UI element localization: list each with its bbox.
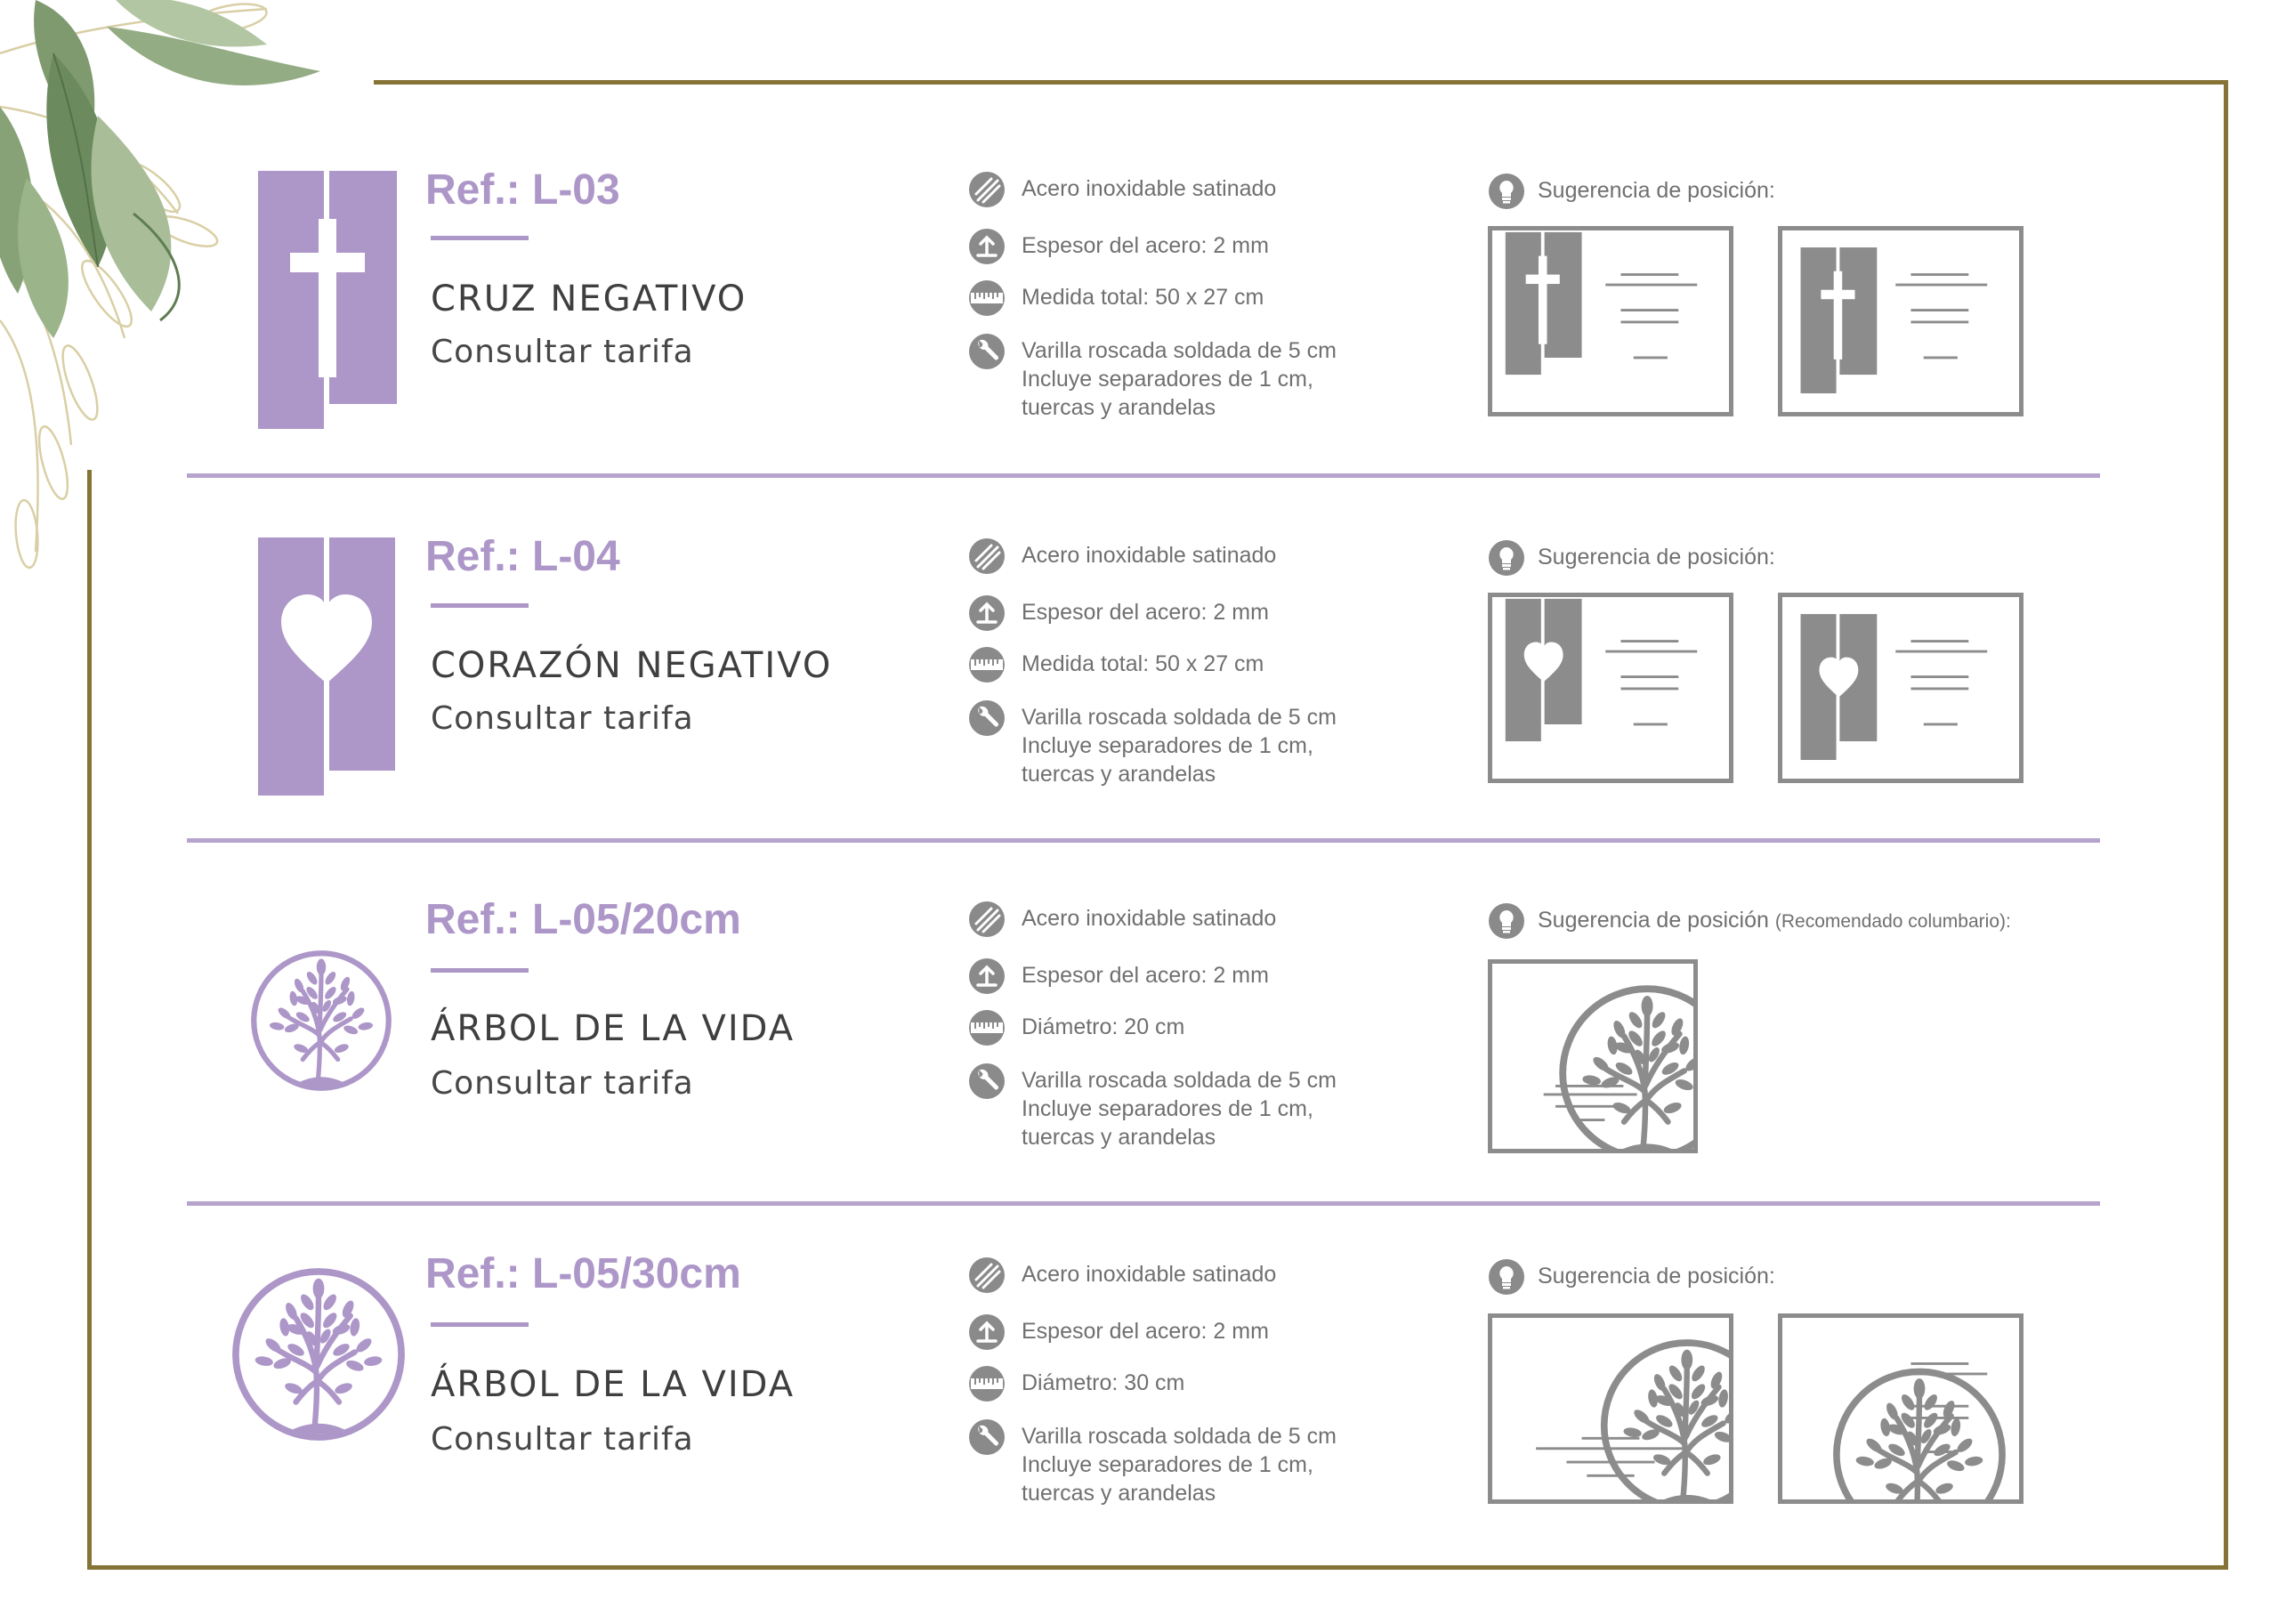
tree-of-life-icon <box>247 947 395 1095</box>
thickness-icon <box>968 1313 1006 1351</box>
product-ref: Ref.: L-04 <box>425 533 620 580</box>
product-ref: Ref.: L-03 <box>425 166 620 214</box>
ruler-icon <box>968 1009 1006 1046</box>
suggestion-label: Sugerencia de posición: <box>1538 1264 1775 1289</box>
position-preview-right <box>1778 226 2024 416</box>
product-price: Consultar tarifa <box>431 1065 694 1102</box>
spec-text <box>1022 703 1337 788</box>
suggestion-label: Sugerencia de posición: <box>1538 178 1775 203</box>
ruler-icon <box>968 1365 1006 1402</box>
frame-border-top <box>374 80 2228 85</box>
wrench-icon <box>968 333 1006 370</box>
position-preview-left <box>1488 593 1733 783</box>
ref-underline <box>431 968 529 973</box>
texture-icon <box>968 1256 1006 1294</box>
spec-text <box>1022 336 1337 422</box>
product-name: CRUZ NEGATIVO <box>431 279 747 319</box>
spec-line: Incluye separadores de 1 cm, <box>1022 1096 1313 1121</box>
ruler-icon <box>968 279 1006 317</box>
suggestion-label: Sugerencia de posición: <box>1538 545 1775 570</box>
product-price: Consultar tarifa <box>431 1421 694 1458</box>
product-price: Consultar tarifa <box>431 334 694 370</box>
thickness-icon <box>968 228 1006 265</box>
spec-line: tuercas y arandelas <box>1022 1481 1216 1506</box>
suggestion-label: Sugerencia de posición (Recomendado columbario): <box>1538 908 2011 933</box>
tree-of-life-icon <box>228 1264 409 1445</box>
product-row-l03 <box>0 160 2278 534</box>
texture-icon <box>968 171 1006 208</box>
spec-text: Acero inoxidable satinado <box>1022 176 1277 201</box>
spec-text: Acero inoxidable satinado <box>1022 543 1277 568</box>
spec-line: Varilla roscada soldada de 5 cm <box>1022 338 1337 363</box>
spec-text: Espesor del acero: 2 mm <box>1022 600 1269 625</box>
spec-line: Varilla roscada soldada de 5 cm <box>1022 1068 1337 1093</box>
spec-text <box>1022 1422 1337 1507</box>
spec-line: Varilla roscada soldada de 5 cm <box>1022 705 1337 730</box>
heart-negative-icon <box>258 537 395 796</box>
spec-text: Acero inoxidable satinado <box>1022 906 1277 931</box>
spec-text: Espesor del acero: 2 mm <box>1022 1319 1269 1344</box>
lightbulb-icon <box>1488 173 1525 210</box>
product-name: ÁRBOL DE LA VIDA <box>431 1364 796 1405</box>
spec-line: Incluye separadores de 1 cm, <box>1022 1452 1313 1477</box>
spec-line: Varilla roscada soldada de 5 cm <box>1022 1424 1337 1449</box>
wrench-icon <box>968 699 1006 737</box>
position-preview-right <box>1778 593 2024 783</box>
thickness-icon <box>968 957 1006 995</box>
product-name: CORAZÓN NEGATIVO <box>431 645 833 686</box>
product-row-l05-30 <box>0 1244 2278 1618</box>
product-ref: Ref.: L-05/30cm <box>425 1250 741 1297</box>
texture-icon <box>968 901 1006 938</box>
suggestion-note: (Recomendado columbario): <box>1774 911 2011 932</box>
ruler-icon <box>968 646 1006 683</box>
lightbulb-icon <box>1488 539 1525 577</box>
ref-underline <box>431 236 529 240</box>
spec-line: tuercas y arandelas <box>1022 1125 1216 1150</box>
product-row-l05-20 <box>0 890 2278 1264</box>
spec-text: Diámetro: 30 cm <box>1022 1370 1185 1395</box>
spec-text: Espesor del acero: 2 mm <box>1022 963 1269 988</box>
spec-text: Medida total: 50 x 27 cm <box>1022 651 1264 676</box>
position-preview-side <box>1778 1313 2024 1504</box>
product-name: ÁRBOL DE LA VIDA <box>431 1008 796 1049</box>
thickness-icon <box>968 594 1006 632</box>
product-ref: Ref.: L-05/20cm <box>425 896 741 943</box>
wrench-icon <box>968 1418 1006 1456</box>
position-preview-columbarium <box>1488 959 1698 1153</box>
spec-line: Incluye separadores de 1 cm, <box>1022 733 1313 758</box>
ref-underline <box>431 603 529 608</box>
spec-text: Acero inoxidable satinado <box>1022 1262 1277 1287</box>
cross-negative-icon <box>258 171 397 429</box>
texture-icon <box>968 537 1006 575</box>
lightbulb-icon <box>1488 902 1525 940</box>
lightbulb-icon <box>1488 1258 1525 1296</box>
spec-line: tuercas y arandelas <box>1022 395 1216 420</box>
position-preview-left <box>1488 226 1733 416</box>
position-preview-centered <box>1488 1313 1733 1504</box>
spec-text: Diámetro: 20 cm <box>1022 1014 1185 1039</box>
ref-underline <box>431 1322 529 1327</box>
wrench-icon <box>968 1062 1006 1100</box>
spec-text: Medida total: 50 x 27 cm <box>1022 285 1264 310</box>
product-row-l04 <box>0 527 2278 901</box>
spec-text: Espesor del acero: 2 mm <box>1022 233 1269 258</box>
spec-line: Incluye separadores de 1 cm, <box>1022 367 1313 392</box>
spec-text <box>1022 1066 1337 1151</box>
spec-line: tuercas y arandelas <box>1022 762 1216 787</box>
product-price: Consultar tarifa <box>431 700 694 737</box>
